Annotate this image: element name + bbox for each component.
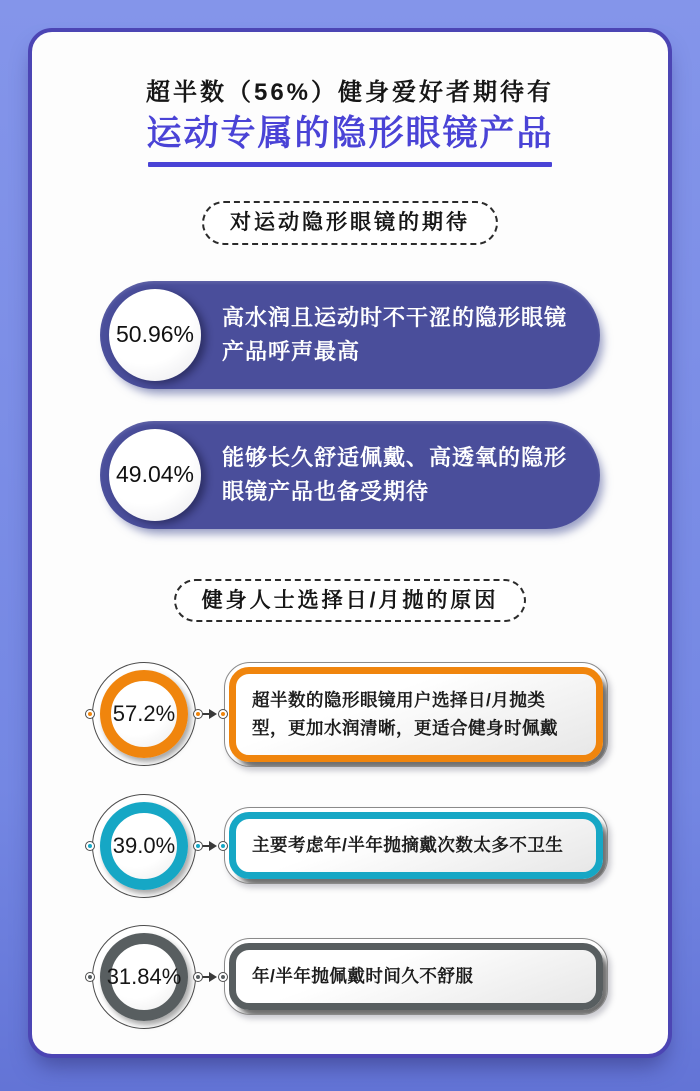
reason-3-box: [224, 938, 608, 1014]
reason-1-box: [224, 662, 608, 767]
reason-3-ring: [100, 933, 188, 1021]
section2-header-label: 健身人士选择日/月抛的原因: [201, 588, 499, 612]
stat-bar-1-percent-circle: [109, 289, 201, 381]
reason-1-text: 超半数的隐形眼镜用户选择日/月抛类型，更加水润清晰，更适合健身时佩戴: [229, 667, 603, 762]
connector-node-left-icon: [86, 710, 94, 718]
stat-bar-1-percent: 50.96%: [115, 321, 194, 348]
stat-bar-2-percent-circle: [109, 429, 201, 521]
headline-line2: 运动专属的隐形眼镜产品: [146, 113, 554, 153]
reason-2-box-clip: [225, 808, 607, 882]
reason-2-box: [224, 807, 608, 883]
connector-node-right-icon: [194, 710, 202, 718]
connector-node-box-icon: [219, 842, 227, 850]
stat-bar-2-text: 能够长久舒适佩戴、高透氧的隐形眼镜产品也备受期待: [222, 444, 568, 504]
reason-3-percent: 31.84%: [106, 963, 182, 989]
connector-node-box-icon: [219, 973, 227, 981]
arrow-right-icon: [209, 841, 217, 851]
arrow-right-icon: [209, 709, 217, 719]
connector-node-right-icon: [194, 973, 202, 981]
section1-header-label: 对运动隐形眼镜的期待: [230, 211, 470, 235]
stat-bar-2-percent: 49.04%: [115, 461, 194, 488]
connector-node-left-icon: [86, 842, 94, 850]
connector-node-box-icon: [219, 710, 227, 718]
reason-3-percent-circle: [92, 925, 196, 1029]
section1-header: [202, 201, 498, 244]
reason-1-percent-circle: [92, 662, 196, 766]
headline-line1: 超半数（56%）健身爱好者期待有: [145, 79, 555, 106]
reason-2-ring: [100, 802, 188, 890]
stat-bar-2: [100, 421, 600, 529]
reason-2-percent: 39.0%: [112, 832, 176, 858]
infographic-card: [28, 28, 672, 1058]
reason-3-text: 年/半年抛佩戴时间久不舒服: [229, 943, 603, 1009]
reason-row-3: [92, 925, 608, 1029]
reason-1-ring: [100, 670, 188, 758]
stat-bar-1: [100, 281, 600, 389]
section2-header: [174, 579, 527, 622]
reason-3-box-clip: [225, 939, 607, 1013]
headline-underline: [148, 162, 552, 167]
arrow-right-icon: [209, 972, 217, 982]
connector-node-left-icon: [86, 973, 94, 981]
stat-bar-1-text: 高水润且运动时不干涩的隐形眼镜产品呼声最高: [222, 304, 568, 364]
reason-2-percent-circle: [92, 794, 196, 898]
reason-1-box-clip: [225, 663, 607, 766]
reason-row-2: [92, 794, 608, 898]
connector-node-right-icon: [194, 842, 202, 850]
reason-1-percent: 57.2%: [112, 701, 176, 727]
reason-row-1: [92, 662, 608, 767]
reason-list: [92, 662, 608, 1029]
reason-2-text: 主要考虑年/半年抛摘戴次数太多不卫生: [229, 812, 603, 878]
